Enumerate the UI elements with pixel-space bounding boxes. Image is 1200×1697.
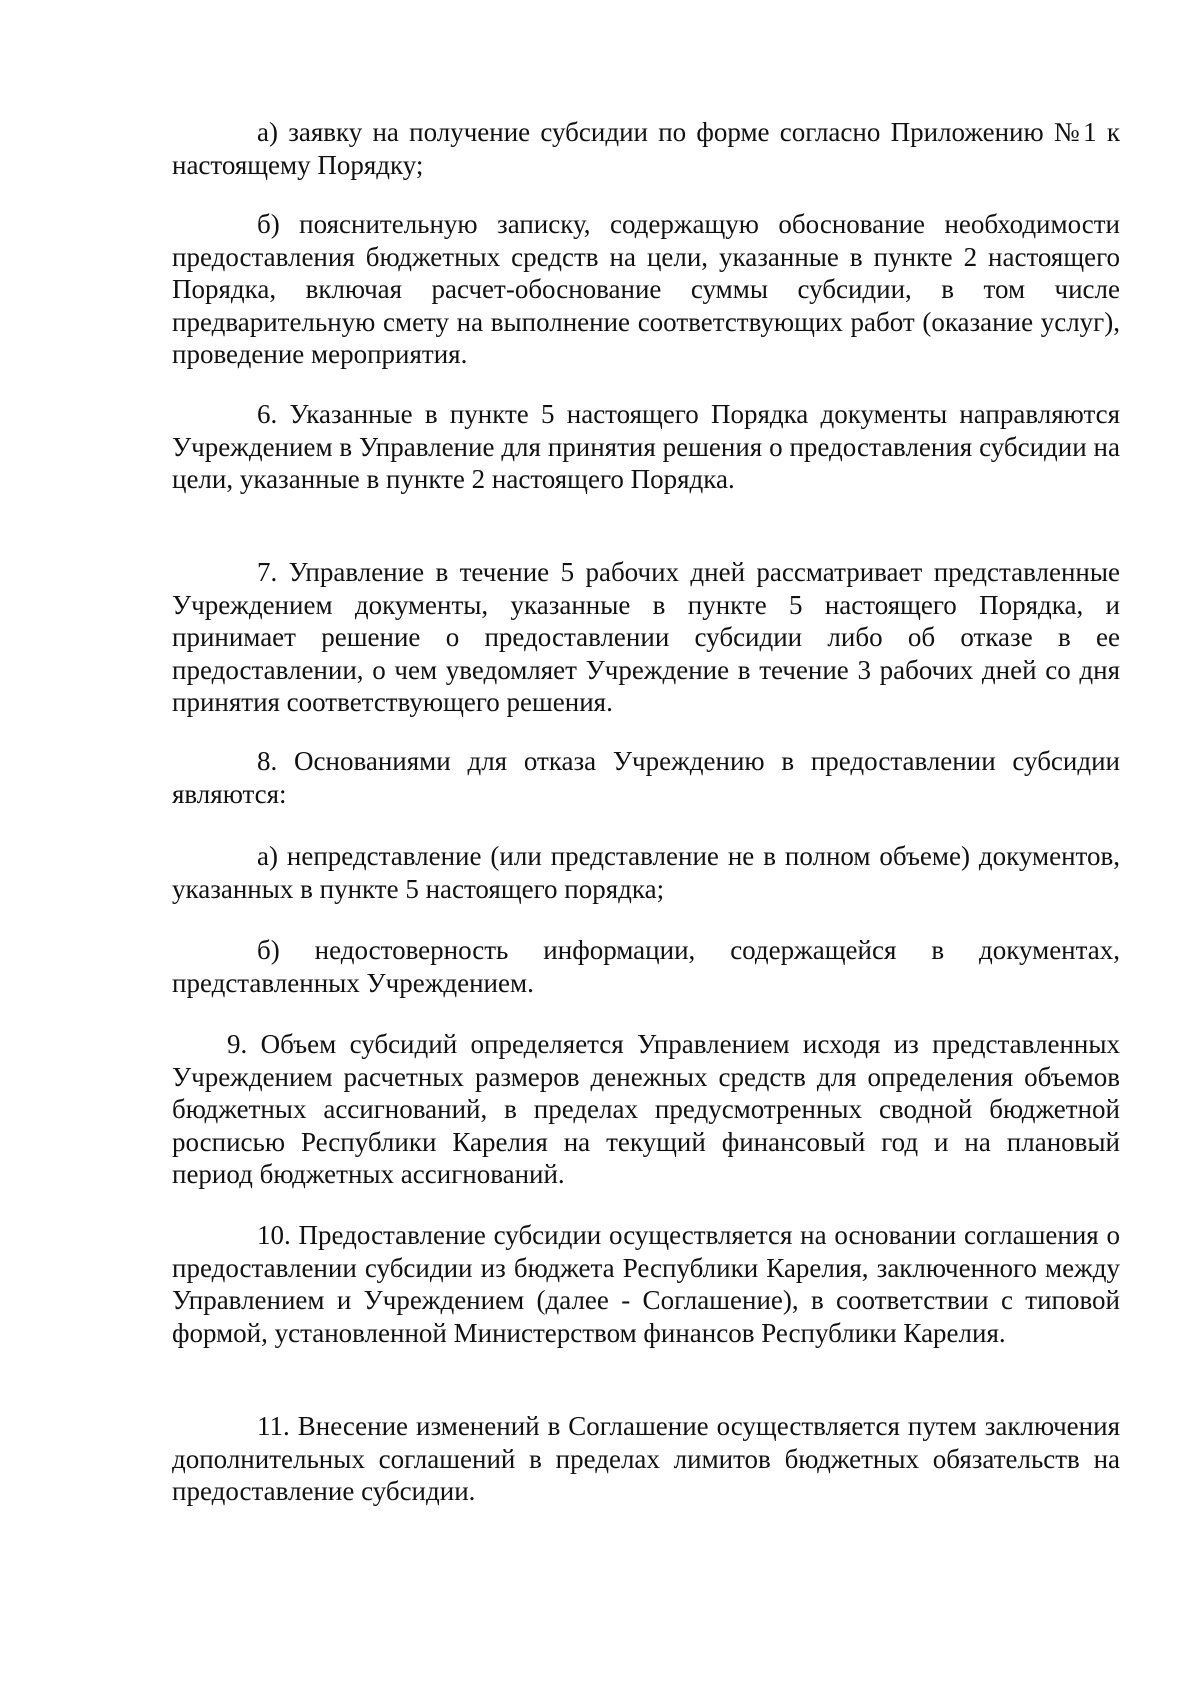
paragraph-8-a [172,840,1120,905]
paragraph-text: а) заявку на получение субсидии по форме согласно Приложению №1 к настоящему Порядку; [172,117,1120,180]
paragraph-11 [172,1410,1120,1508]
paragraph-text: 8. Основаниями для отказа Учреждению в предоставлении субсидии являются: [172,746,1120,809]
paragraph-9 [172,1028,1120,1191]
paragraph-8 [172,745,1120,810]
paragraph-8-b [172,934,1120,999]
paragraph-text: а) непредставление (или представление не в полном объеме) документов, указанных в пункте 5 настоящего порядка; [172,841,1120,904]
paragraph-6 [172,398,1120,496]
paragraph-text: 7. Управление в течение 5 рабочих дней рассматривает представленные Учреждением документы, указанные в пункте 5 настоящего Порядка, и принимает решение о предоставлении субсидии либо об отказе в ее предоставлении, о чем уведомляет Учреждение в течение 3 рабочих дней со дня принятия соответствующего решения. [172,557,1120,717]
paragraph-text: б) пояснительную записку, содержащую обоснование необходимости предоставления бюджетных средств на цели, указанные в пункте 2 настоящего Порядка, включая расчет-обоснование суммы субсидии, в том числе предварительную смету на выполнение соответствующих работ (оказание услуг), проведение мероприятия. [172,209,1120,369]
paragraph-text: 6. Указанные в пункте 5 настоящего Порядка документы направляются Учреждением в Управление для принятия решения о предоставления субсидии на цели, указанные в пункте 2 настоящего Порядка. [172,399,1120,494]
paragraph-b-explanatory-note [172,208,1120,371]
paragraph-text: б) недостоверность информации, содержащейся в документах, представленных Учреждением. [172,935,1120,998]
paragraph-a-application [172,116,1120,181]
paragraph-text: 11. Внесение изменений в Соглашение осуществляется путем заключения дополнительных соглашений в пределах лимитов бюджетных обязательств на предоставление субсидии. [172,1411,1120,1506]
paragraph-text: 10. Предоставление субсидии осуществляется на основании соглашения о предоставлении субсидии из бюджета Республики Карелия, заключенного между Управлением и Учреждением (далее - Соглашение), в соответствии с типовой формой, установленной Министерством финансов Республики Карелия. [172,1220,1120,1348]
paragraph-10 [172,1219,1120,1349]
paragraph-text: 9. Объем субсидий определяется Управлением исходя из представленных Учреждением расчетных размеров денежных средств для определения объемов бюджетных ассигнований, в пределах предусмотренных сводной бюджетной росписью Республики Карелия на текущий финансовый год и на плановый период бюджетных ассигнований. [172,1029,1120,1189]
paragraph-7 [172,556,1120,719]
